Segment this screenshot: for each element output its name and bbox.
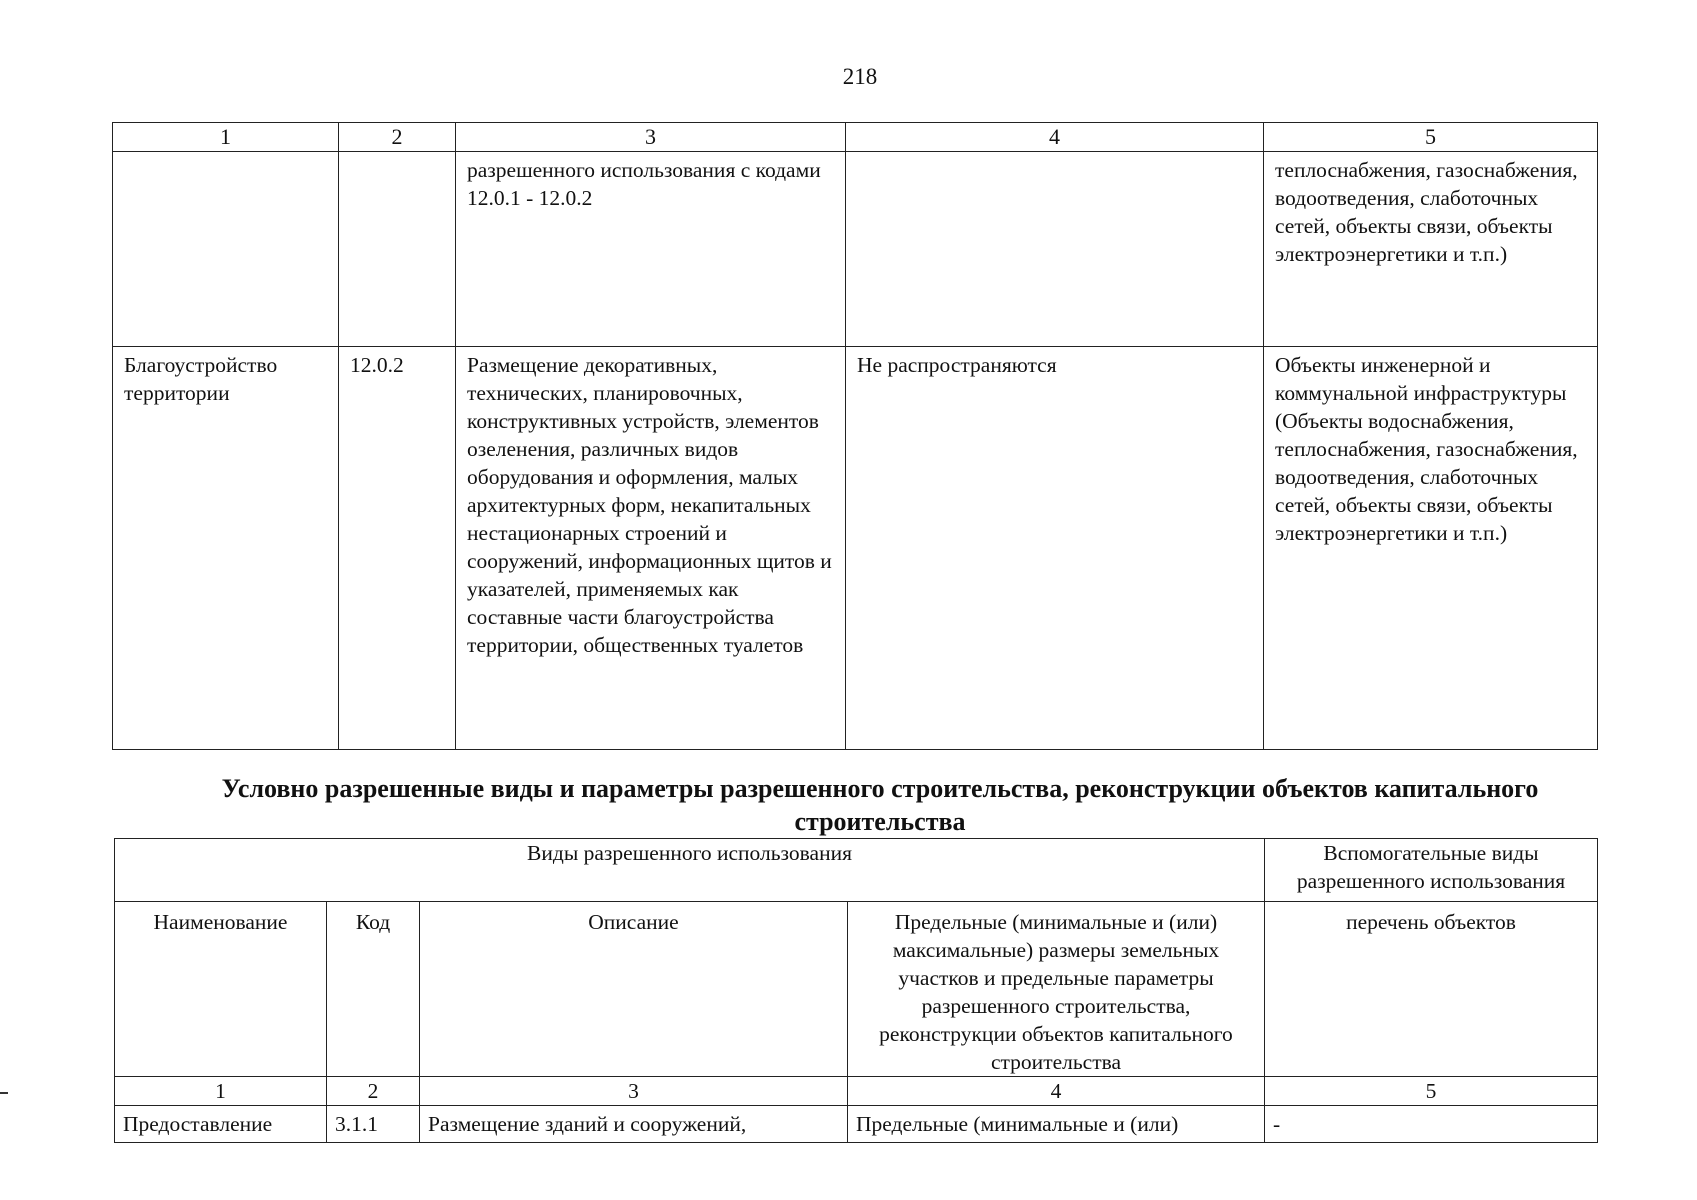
margin-mark [0,1092,8,1094]
use-limits [846,152,1264,347]
auxiliary-uses: теплоснабжения, газоснабжения, водоотведения, слаботочных сетей, объекты связи, объекты электроэнергетики и т.п.) [1264,152,1598,347]
use-code: 12.0.2 [339,347,456,750]
column-number: 3 [456,123,846,152]
use-name [113,152,339,347]
use-name: Предоставление [115,1106,327,1143]
column-number-row [115,1077,1598,1106]
table-row [115,1106,1598,1143]
use-description: Размещение декоративных, технических, планировочных, конструктивных устройств, элементов озеленения, различных видов оборудования и оформления, малых архитектурных форм, некапитальных нестационарных строений и сооружений, информационных щитов и указателей, применяемых как составные части благоустройства территории, общественных туалетов [456,347,846,750]
header-code: Код [327,902,420,1077]
aux-list: - [1265,1106,1598,1143]
table-row [113,152,1598,347]
column-number: 5 [1265,1077,1598,1106]
use-code: 3.1.1 [327,1106,420,1143]
use-name: Благоустройство территории [113,347,339,750]
column-header-row [115,902,1598,1077]
use-description: разрешенного использования с кодами 12.0.1 - 12.0.2 [456,152,846,347]
permitted-uses-table-continued [112,122,1598,750]
column-number: 4 [848,1077,1265,1106]
use-description: Размещение зданий и сооружений, [420,1106,848,1143]
aux-header: Вспомогательные виды разрешенного использования [1265,839,1598,902]
auxiliary-uses: Объекты инженерной и коммунальной инфраструктуры (Объекты водоснабжения, теплоснабжения, газоснабжения, водоотведения, слаботочных сетей, объекты связи, объекты электроэнергетики и т.п.) [1264,347,1598,750]
column-number: 4 [846,123,1264,152]
section-title: Условно разрешенные виды и параметры разрешенного строительства, реконструкции объектов капитального строительства [221,774,1539,836]
group-header-row [115,839,1598,902]
column-number-row [113,123,1598,152]
header-name: Наименование [115,902,327,1077]
group-header: Виды разрешенного использования [115,839,1265,902]
use-limits: Не распространяются [846,347,1264,750]
table-row [113,347,1598,750]
column-number: 1 [115,1077,327,1106]
column-number: 1 [113,123,339,152]
column-number: 3 [420,1077,848,1106]
use-code [339,152,456,347]
header-description: Описание [420,902,848,1077]
use-limits: Предельные (минимальные и (или) [848,1106,1265,1143]
column-number: 2 [327,1077,420,1106]
header-aux: перечень объектов [1265,902,1598,1077]
column-number: 2 [339,123,456,152]
page-number: 218 [842,64,878,89]
column-number: 5 [1264,123,1598,152]
conditionally-permitted-uses-table [114,838,1598,1143]
header-limits: Предельные (минимальные и (или) максимальные) размеры земельных участков и предельные параметры разрешенного строительства, реконструкции объектов капитального строительства [848,902,1265,1077]
